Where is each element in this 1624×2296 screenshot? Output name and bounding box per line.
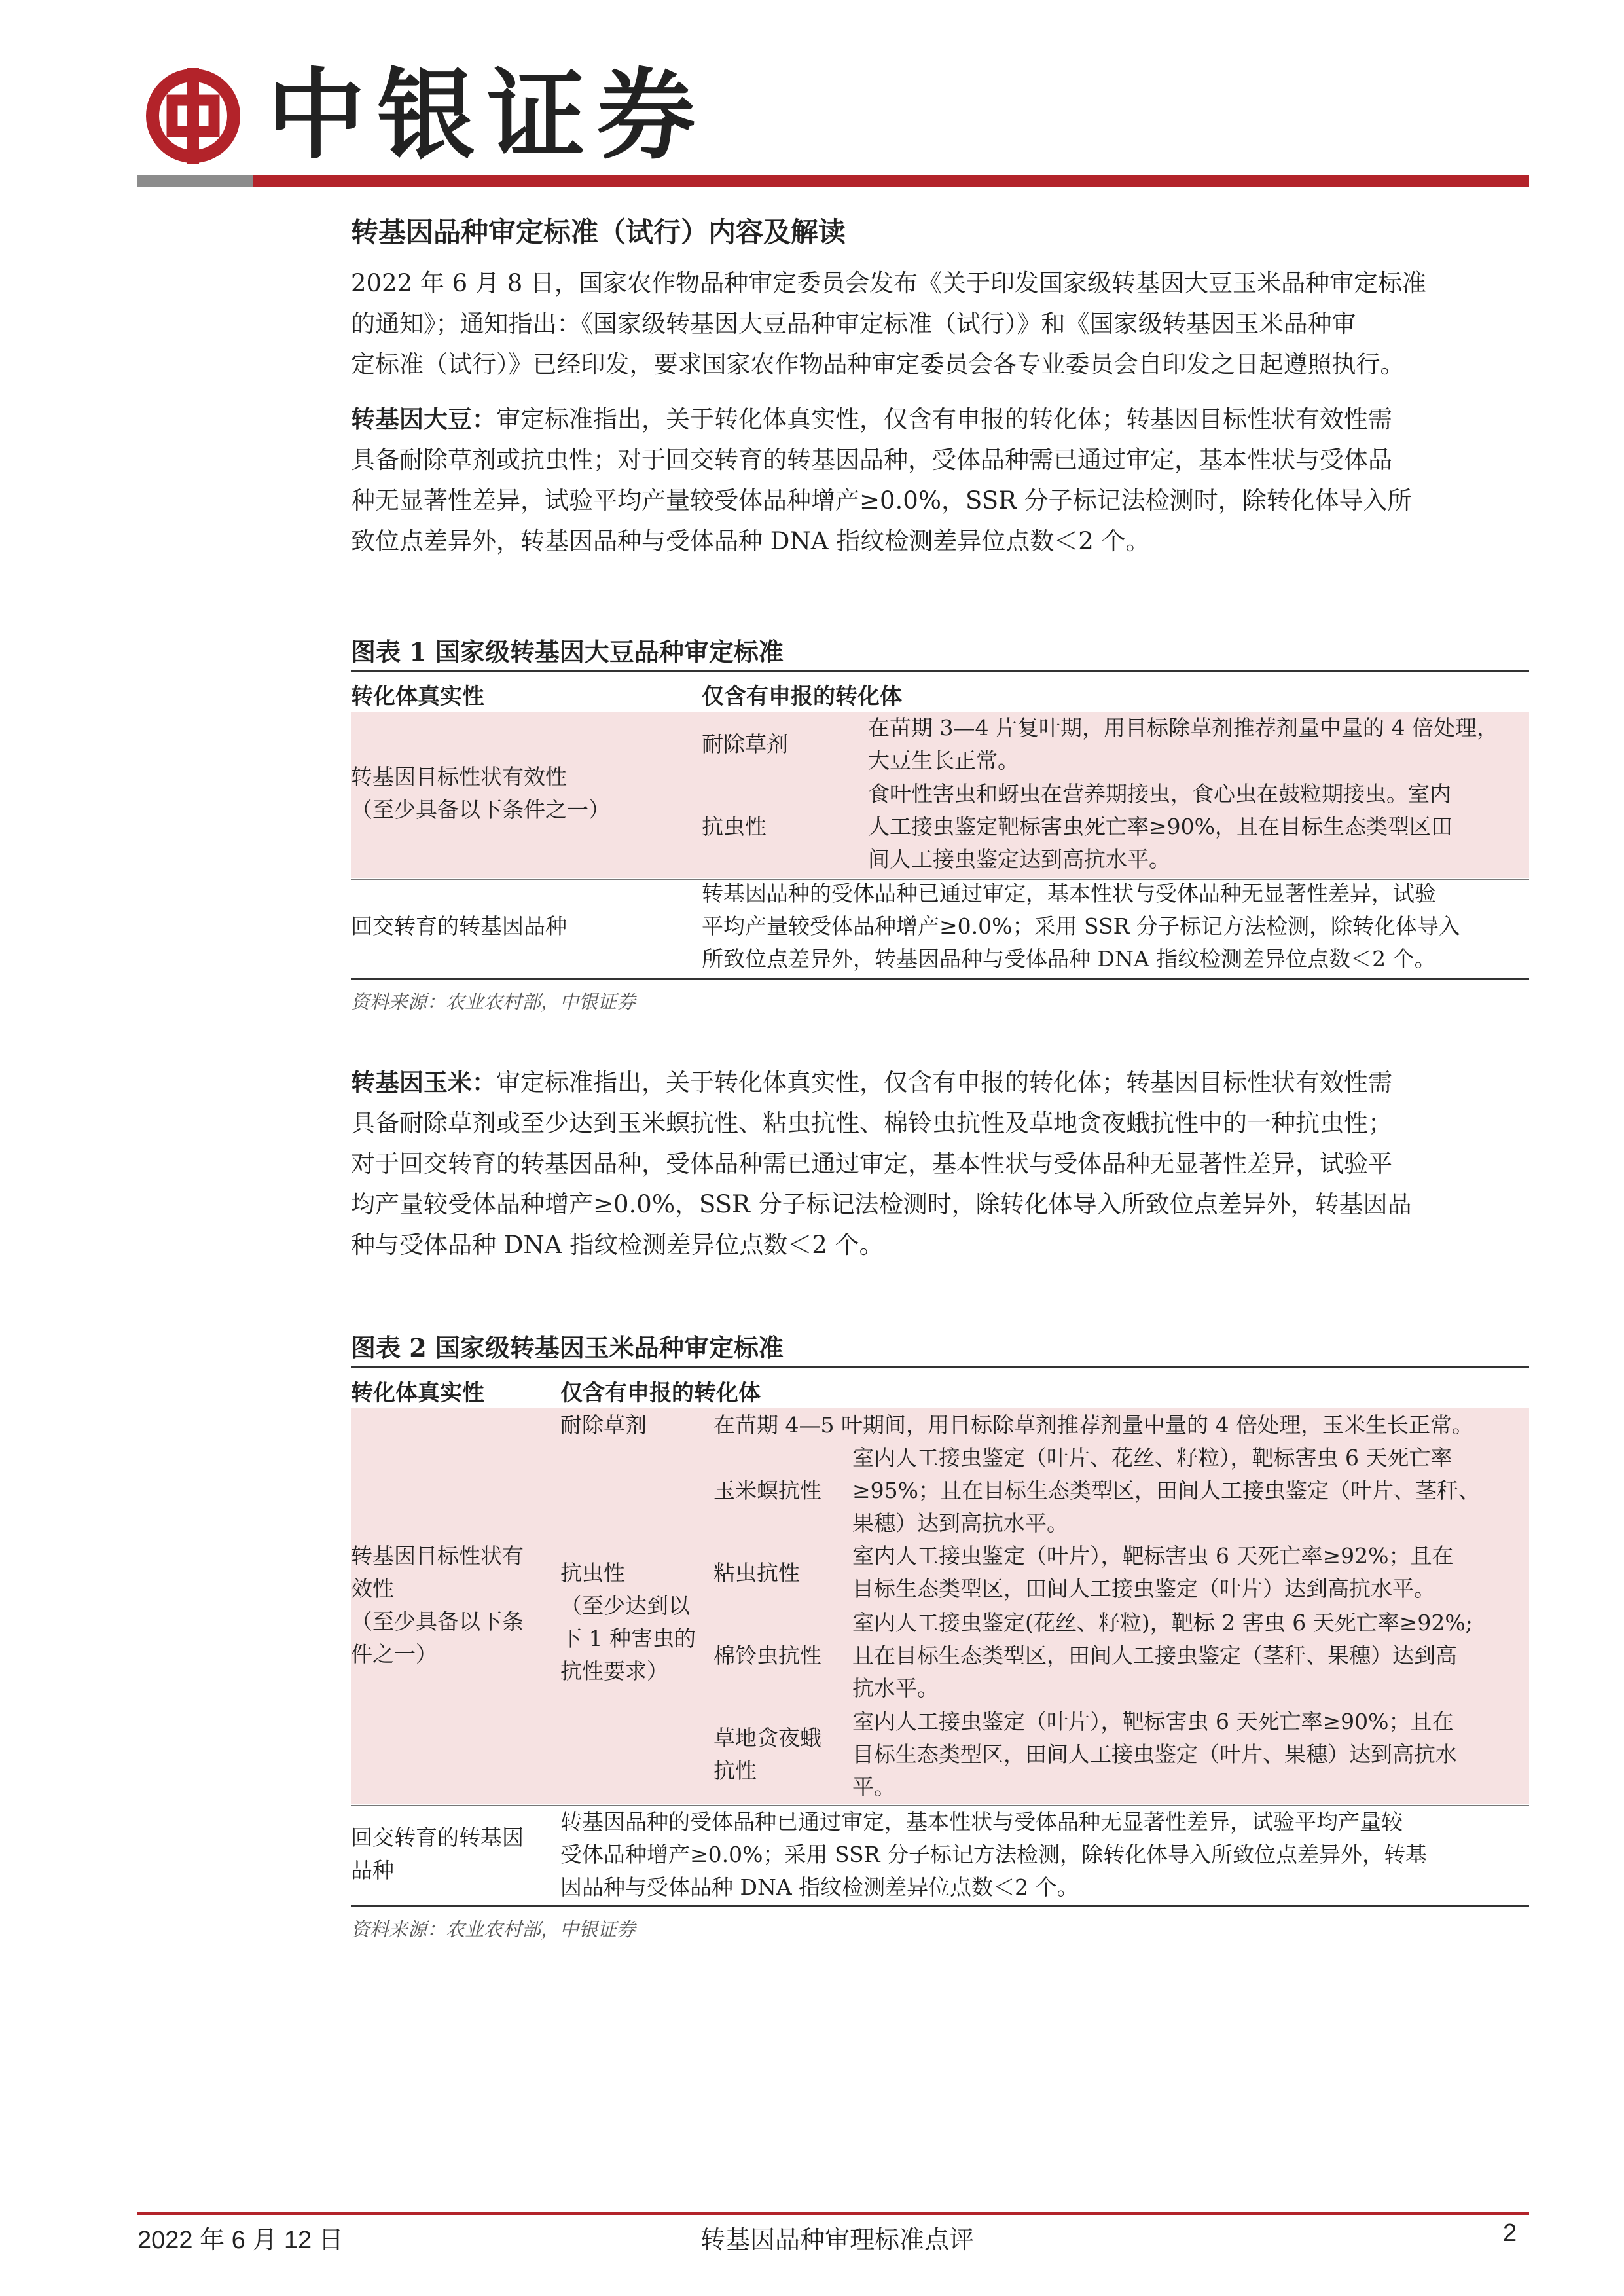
table2-corn-borer-label: 玉米螟抗性	[713, 1478, 821, 1503]
table2-row2-label	[351, 1821, 524, 1887]
intro-line: 2022 年 6 月 8 日，国家农作物品种审定委员会发布《关于印发国家级转基因大豆玉米品种审定标准	[351, 269, 1427, 297]
table1-insect-line: 食叶性害虫和蚜虫在营养期接虫，食心虫在鼓粒期接虫。室内	[868, 781, 1451, 807]
footer-date: 2022 年 6 月 12 日	[137, 2227, 344, 2254]
table2-fall-armyworm-line: 室内人工接虫鉴定（叶片），靶标害虫 6 天死亡率≥90%；且在	[852, 1709, 1454, 1734]
soy-line: 致位点差异外，转基因品种与受体品种 DNA 指纹检测差异位点数＜2 个。	[351, 527, 1150, 555]
table2-row2-label-line: 品种	[351, 1857, 394, 1883]
table2-corn-borer-line: 果穗）达到高抗水平。	[852, 1510, 1068, 1536]
table2-fall-armyworm-label-line: 抗性	[713, 1758, 757, 1783]
table2-herbicide-label: 耐除草剂	[560, 1412, 647, 1438]
table2-fall-armyworm-line: 目标生态类型区，田间人工接虫鉴定（叶片、果穗）达到高抗水	[852, 1741, 1457, 1767]
table1-herbicide-label: 耐除草剂	[702, 731, 788, 757]
table2-bollworm-label: 棉铃虫抗性	[713, 1643, 821, 1668]
table2-source: 资料来源：农业农村部，中银证券	[351, 1918, 636, 1941]
corn-line: 对于回交转育的转基因品种，受体品种需已通过审定，基本性状与受体品种无显著性差异，试验平	[351, 1150, 1392, 1178]
intro-paragraph	[351, 263, 1529, 385]
table2-row1-label-line: 件之一）	[351, 1641, 437, 1667]
table1-insect-text	[868, 778, 1453, 876]
brand-name: 中银证券	[267, 58, 708, 173]
table2-head-left: 转化体真实性	[351, 1380, 484, 1406]
table2-bollworm-line: 抗水平。	[852, 1675, 939, 1701]
table2-corn-borer-line: 室内人工接虫鉴定（叶片、花丝、籽粒），靶标害虫 6 天死亡率	[852, 1445, 1453, 1470]
table2-armyworm-line: 室内人工接虫鉴定（叶片），靶标害虫 6 天死亡率≥92%；且在	[852, 1543, 1454, 1569]
soy-line	[351, 399, 1529, 440]
table2-row2-line: 受体品种增产≥0.0%；采用 SSR 分子标记方法检测，除转化体导入所致位点差异外，转基	[560, 1842, 1427, 1867]
figure-2-title: 图表 2 国家级转基因玉米品种审定标准	[351, 1333, 784, 1362]
table2-fall-armyworm-text	[852, 1705, 1457, 1804]
figure-1-title: 图表 1 国家级转基因大豆品种审定标准	[351, 637, 784, 666]
soy-line: 具备耐除草剂或抗虫性；对于回交转育的转基因品种，受体品种需已通过审定，基本性状与受体品	[351, 446, 1392, 474]
table2-top-rule	[351, 1366, 1529, 1368]
table2-insect-label-line: 抗虫性	[560, 1560, 625, 1586]
table2-insect-label-line: （至少达到以	[560, 1593, 690, 1618]
table1-insect-line: 人工接虫鉴定靶标害虫死亡率≥90%，且在目标生态类型区田	[868, 814, 1453, 839]
table2-row1-label	[351, 1540, 524, 1671]
table1-row2-line: 所致位点差异外，转基因品种与受体品种 DNA 指纹检测差异位点数＜2 个。	[702, 946, 1436, 972]
table2-head-right: 仅含有申报的转化体	[560, 1380, 761, 1406]
table2-herbicide-text: 在苗期 4—5 叶期间，用目标除草剂推荐剂量中量的 4 倍处理，玉米生长正常。	[713, 1412, 1473, 1438]
table2-fall-armyworm-label-line: 草地贪夜蛾	[713, 1725, 821, 1751]
corn-line	[351, 1062, 1529, 1103]
table2-fall-armyworm-line: 平。	[852, 1774, 895, 1800]
table1-row2-text	[702, 877, 1460, 975]
table1-row2-label: 回交转育的转基因品种	[351, 913, 567, 939]
table2-row2-label-line: 回交转育的转基因	[351, 1825, 524, 1850]
corn-line-text: 审定标准指出，关于转化体真实性，仅含有申报的转化体；转基因目标性状有效性需	[496, 1068, 1392, 1097]
table2-row2-line: 转基因品种的受体品种已通过审定，基本性状与受体品种无显著性差异，试验平均产量较	[560, 1809, 1403, 1834]
soy-paragraph	[351, 399, 1529, 562]
intro-line: 的通知》；通知指出：《国家级转基因大豆品种审定标准（试行）》和《国家级转基因玉米品种审	[351, 310, 1356, 338]
table1-top-rule	[351, 670, 1529, 672]
soy-line-text: 审定标准指出，关于转化体真实性，仅含有申报的转化体；转基因目标性状有效性需	[496, 405, 1392, 433]
soy-line: 种无显著性差异，试验平均产量较受体品种增产≥0.0%，SSR 分子标记法检测时，除转化体导入所	[351, 486, 1412, 515]
intro-line: 定标准（试行）》已经印发，要求国家农作物品种审定委员会各专业委员会自印发之日起遵照执行。	[351, 350, 1405, 378]
header-rule-red	[253, 175, 1529, 187]
table1-row2-line: 转基因品种的受体品种已通过审定，基本性状与受体品种无显著性差异，试验	[702, 881, 1436, 906]
table2-row2-line: 因品种与受体品种 DNA 指纹检测差异位点数＜2 个。	[560, 1874, 1079, 1900]
table2-armyworm-label: 粘虫抗性	[713, 1560, 800, 1586]
table1-bottom-rule	[351, 978, 1529, 980]
corn-line: 均产量较受体品种增产≥0.0%，SSR 分子标记法检测时，除转化体导入所致位点差异外，转基因品	[351, 1190, 1412, 1218]
table1-insect-label: 抗虫性	[702, 814, 767, 839]
table2-bollworm-line: 室内人工接虫鉴定(花丝、籽粒)，靶标 2 害虫 6 天死亡率≥92%;	[852, 1610, 1473, 1635]
table1-herbicide-text	[868, 712, 1498, 777]
table2-bollworm-line: 且在目标生态类型区，田间人工接虫鉴定（茎秆、果穗）达到高	[852, 1643, 1457, 1668]
table2-insect-label-line: 下 1 种害虫的	[560, 1626, 696, 1651]
table2-armyworm-line: 目标生态类型区，田间人工接虫鉴定（叶片）达到高抗水平。	[852, 1576, 1435, 1601]
table2-row2-text	[560, 1806, 1427, 1904]
table1-row1-label-line: 转基因目标性状有效性	[351, 764, 567, 790]
table1-source: 资料来源：农业农村部，中银证券	[351, 991, 636, 1013]
table2-row1-label-line: 转基因目标性状有	[351, 1543, 524, 1569]
corn-line: 具备耐除草剂或至少达到玉米螟抗性、粘虫抗性、棉铃虫抗性及草地贪夜蛾抗性中的一种抗虫性；	[351, 1109, 1392, 1137]
table2-bollworm-text	[852, 1607, 1473, 1705]
table1-herbicide-line: 大豆生长正常。	[868, 748, 1019, 773]
soy-label: 转基因大豆：	[351, 405, 496, 433]
table1-row1-label	[351, 761, 610, 826]
footer-rule	[137, 2212, 1529, 2215]
page-number: 2	[1503, 2219, 1517, 2247]
corn-line: 种与受体品种 DNA 指纹检测差异位点数＜2 个。	[351, 1231, 884, 1259]
corn-label: 转基因玉米：	[351, 1068, 496, 1097]
table2-armyworm-text	[852, 1540, 1453, 1605]
table2-bottom-rule	[351, 1905, 1529, 1907]
table1-head-right: 仅含有申报的转化体	[702, 683, 902, 710]
table2-row1-label-line: （至少具备以下条	[351, 1609, 524, 1634]
footer-title: 转基因品种审理标准点评	[700, 2225, 975, 2254]
table1-herbicide-line: 在苗期 3—4 片复叶期，用目标除草剂推荐剂量中量的 4 倍处理，	[868, 715, 1498, 740]
table1-row1-label-line: （至少具备以下条件之一）	[351, 797, 610, 822]
corn-paragraph	[351, 1062, 1529, 1266]
header-rule-gray	[137, 175, 253, 187]
table2-corn-borer-text	[852, 1442, 1480, 1540]
table2-insect-label	[560, 1557, 696, 1688]
table1-insect-line: 间人工接虫鉴定达到高抗水平。	[868, 847, 1170, 872]
table2-insect-label-line: 抗性要求）	[560, 1658, 668, 1684]
section-title: 转基因品种审定标准（试行）内容及解读	[351, 216, 846, 248]
table2-fall-armyworm-label	[713, 1722, 821, 1787]
bank-of-china-logo-icon	[145, 68, 241, 164]
table2-corn-borer-line: ≥95%；且在目标生态类型区，田间人工接虫鉴定（叶片、茎秆、	[852, 1478, 1480, 1503]
table1-row2-line: 平均产量较受体品种增产≥0.0%；采用 SSR 分子标记方法检测，除转化体导入	[702, 913, 1460, 939]
table1-head-left: 转化体真实性	[351, 683, 484, 710]
table2-row1-label-line: 效性	[351, 1576, 394, 1601]
